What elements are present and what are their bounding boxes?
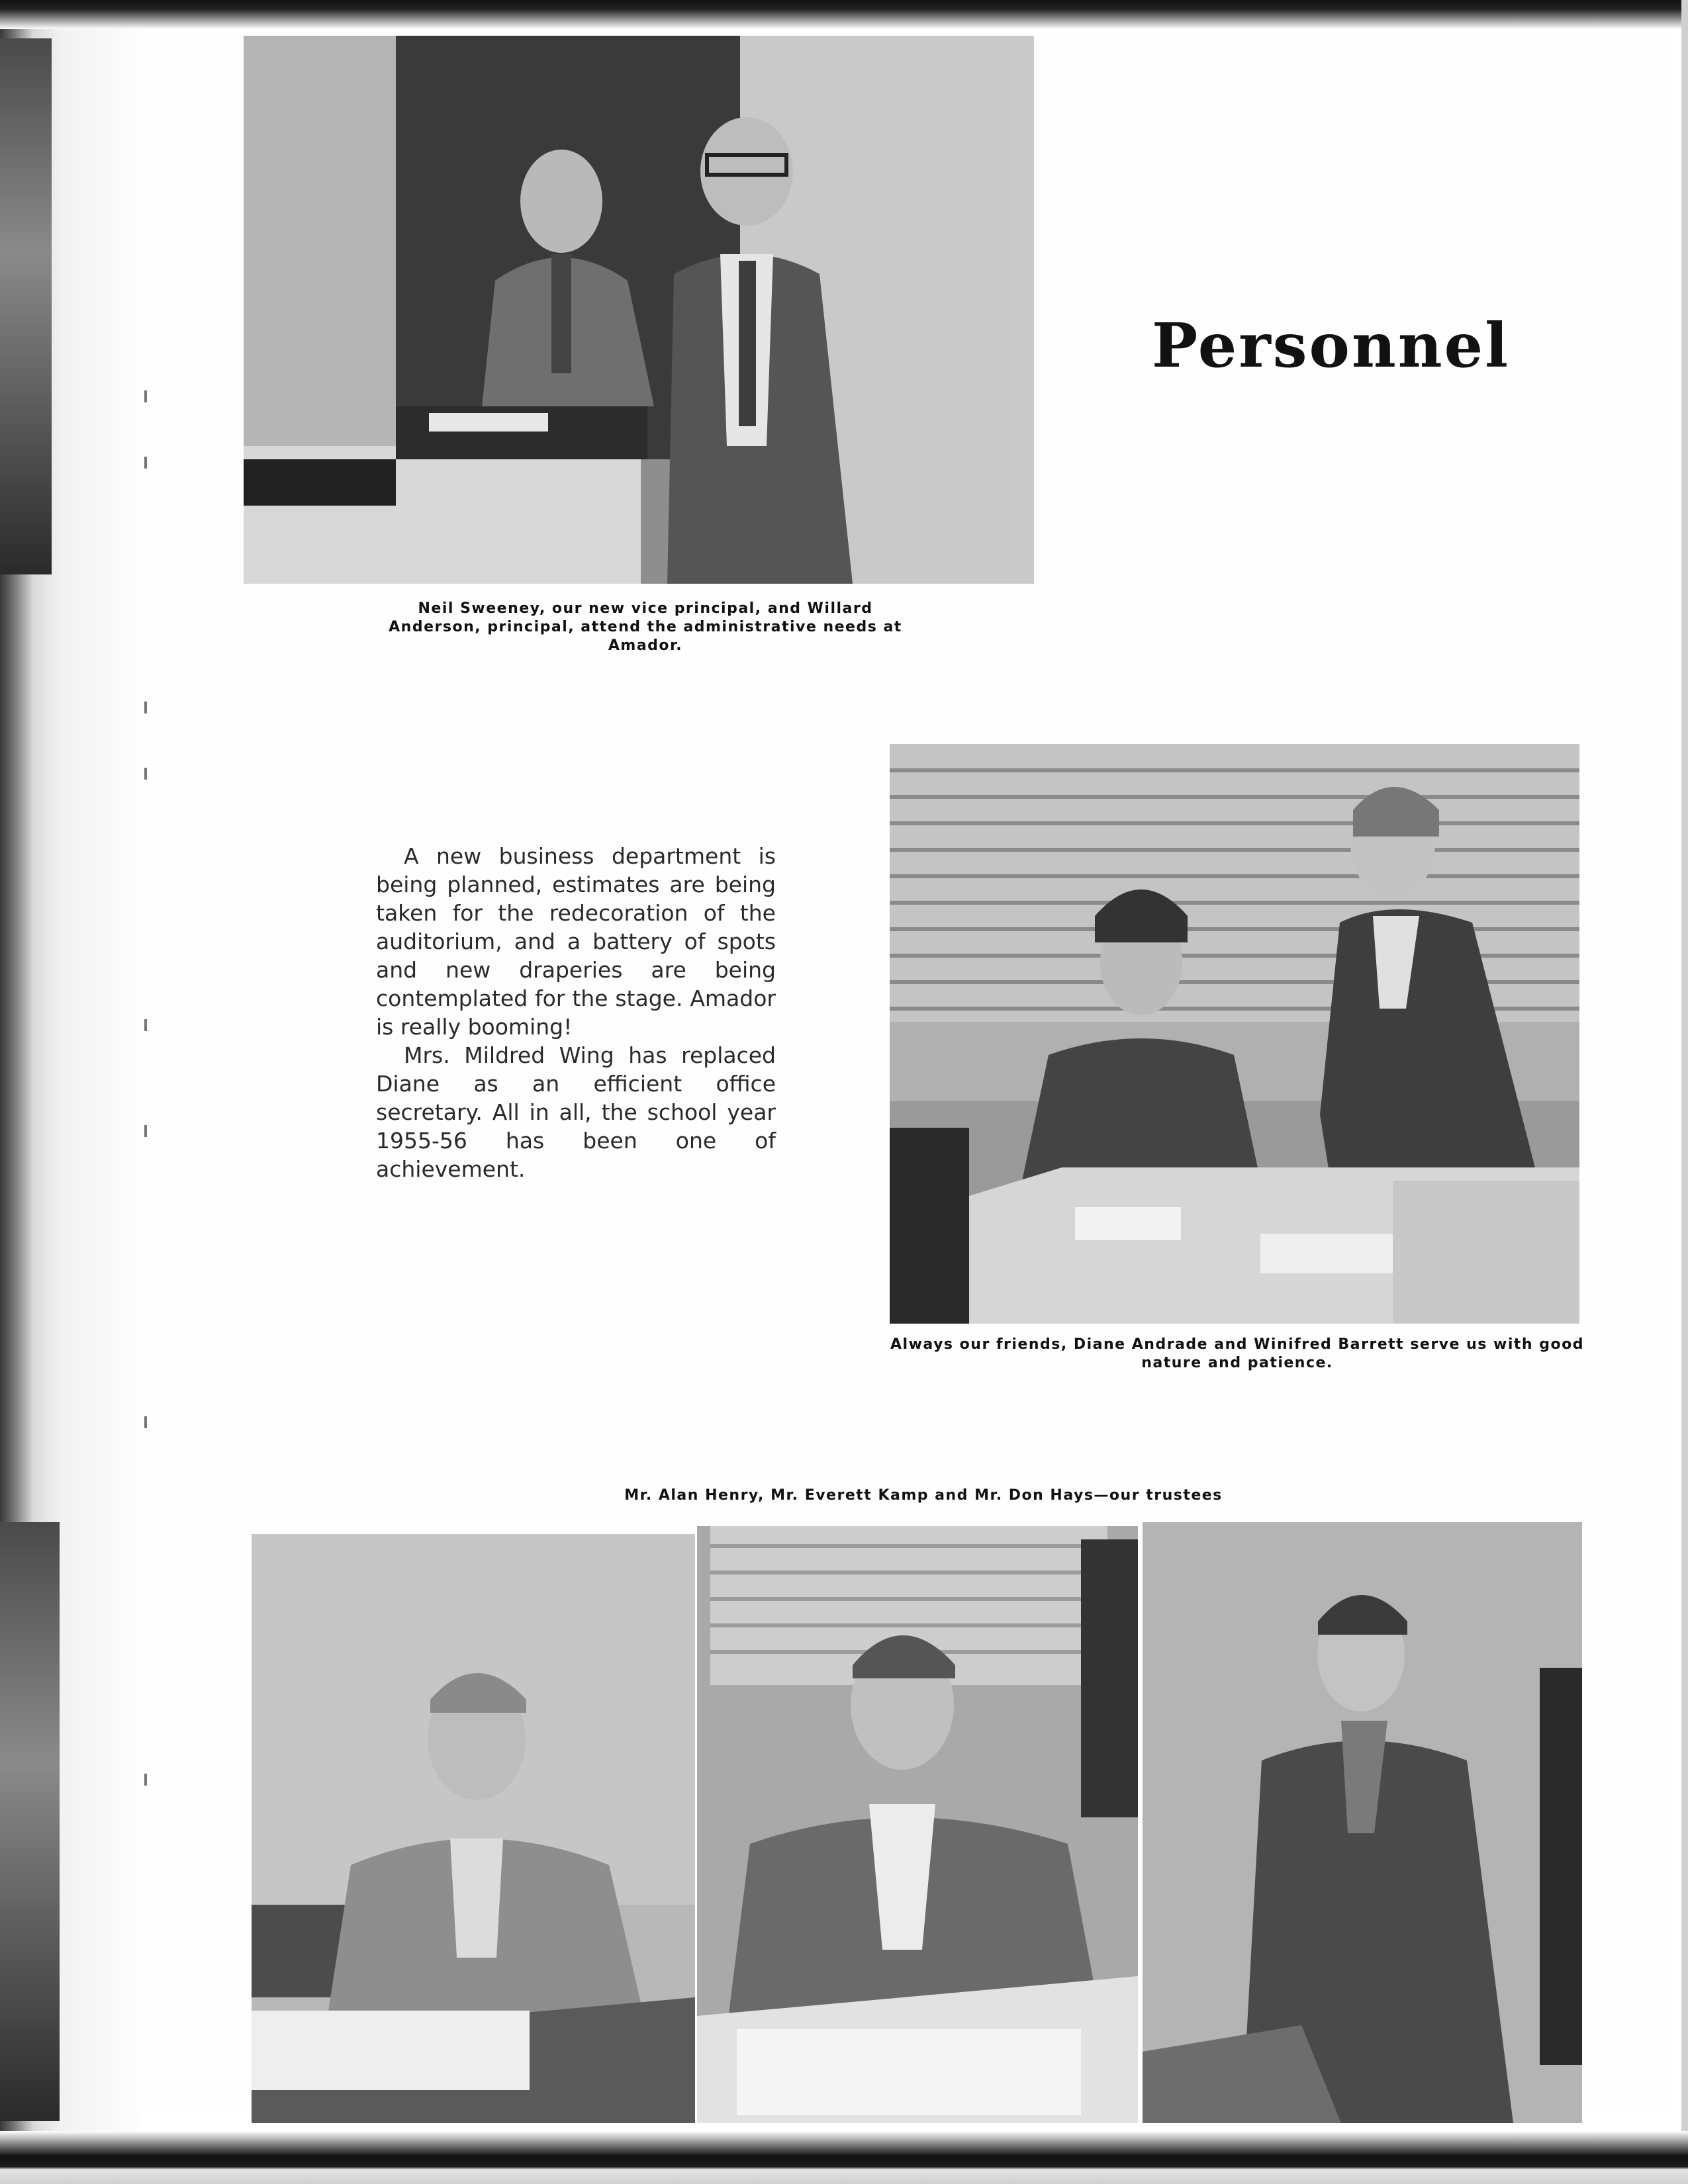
trustee-photo-don-hays [1143, 1522, 1582, 2123]
administrators-caption: Neil Sweeney, our new vice principal, and Willard Anderson, principal, attend the administrative needs at Amador. [389, 600, 902, 654]
scan-bottom-edge [0, 2131, 1688, 2184]
article-paragraph: Mrs. Mildred Wing has replaced Diane as an efficient office secretary. All in all, the school year 1955-56 has been one of achievement. [376, 1042, 776, 1182]
binding-mark [144, 768, 147, 780]
article-paragraph: A new business department is being planned, estimates are being taken for the redecoration of the auditorium, and a battery of spots and new draperies are being contemplated for the stage. Amador is really booming! [376, 843, 776, 1040]
scan-top-edge [0, 0, 1688, 29]
binding-mark [144, 1774, 147, 1786]
binding-mark [144, 390, 147, 402]
scan-right-edge [1681, 0, 1688, 2184]
article-text [376, 842, 776, 1183]
binding-mark [144, 1019, 147, 1031]
administrators-photo [244, 36, 1034, 584]
trustees-caption: Mr. Alan Henry, Mr. Everett Kamp and Mr. Don Hays—our trustees [624, 1487, 1223, 1504]
adjacent-page-photo-top [0, 38, 52, 574]
binding-mark [144, 1416, 147, 1428]
adjacent-page-photo-bottom [0, 1522, 60, 2121]
trustee-photo-alan-henry [252, 1534, 695, 2123]
secretaries-photo [890, 744, 1579, 1324]
page-title: Personnel [1152, 310, 1511, 381]
trustee-photo-everett-kamp [697, 1526, 1138, 2123]
secretaries-caption: Always our friends, Diane Andrade and Winifred Barrett serve us with good nature and patience. [890, 1336, 1584, 1371]
binding-mark [144, 702, 147, 713]
binding-mark [144, 1125, 147, 1137]
binding-mark [144, 457, 147, 469]
